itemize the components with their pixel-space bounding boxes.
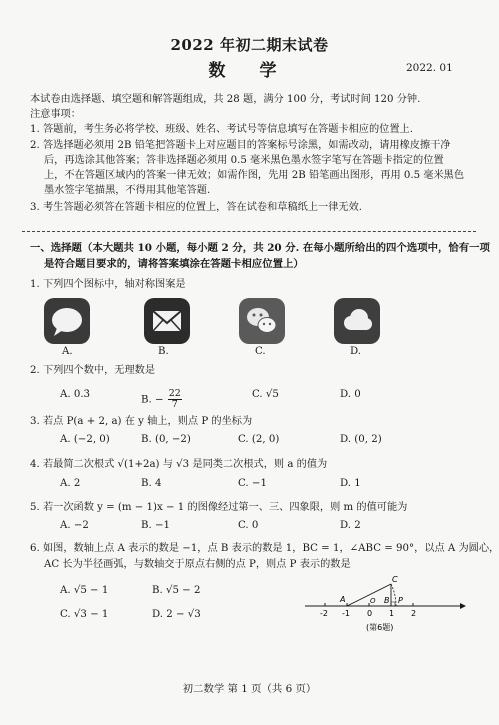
point-label: A — [340, 595, 346, 604]
question-1-stem: 1. 下列四个图标中，轴对称图案是 — [30, 279, 186, 290]
figure-caption: (第6题) — [366, 623, 394, 632]
q3-option-d: D. (0, 2) — [340, 434, 382, 445]
question-2-stem: 2. 下列四个数中，无理数是 — [30, 365, 156, 376]
right-angle-mark — [391, 602, 395, 606]
notice-item-1: 1. 答题前，考生务必将学校、班级、姓名、考试号等信息填写在答题卡相应的位置上. — [30, 124, 413, 135]
notice-item-2: 2. 答选择题必须用 2B 铅笔把答题卡上对应题目的答案标号涂黑，如需改动，请用橡皮擦干净 — [30, 140, 451, 151]
q2-option-c: C. √5 — [252, 389, 279, 400]
axis-arrow-icon — [460, 603, 466, 609]
notice-item-2-cont: 墨水签字笔描黑，不得用其他笔答题. — [44, 185, 211, 196]
q4-option-b: B. 4 — [141, 478, 162, 489]
q2-option-b: B. − $\frac{22}{7}$ — [141, 388, 181, 410]
point-label: O — [370, 597, 376, 605]
tick-label: 1 — [389, 609, 395, 618]
q5-option-d: D. 2 — [340, 520, 361, 531]
point-label: C — [392, 575, 398, 584]
q1-option-b: B. — [158, 346, 169, 357]
tick-label: 0 — [367, 609, 373, 618]
q3-option-c: C. (2, 0) — [238, 434, 280, 445]
notice-item-2-cont: 后，再选涂其他答案；答非选择题必须用 0.5 毫米黑色墨水签字笔写在答题卡指定的位置 — [44, 155, 444, 166]
question-5-stem: 5. 若一次函数 y = (m − 1)x − 1 的图像经过第一、三、四象限，则 m 的值可能为 — [30, 502, 408, 513]
q4-option-c: C. −1 — [238, 478, 267, 489]
q1-option-d: D. — [350, 346, 362, 357]
q2-option-a: A. 0.3̇ — [60, 389, 91, 400]
question-4-stem: 4. 若最简二次根式 √(1+2a) 与 √3 是同类二次根式，则 a 的值为 — [30, 459, 328, 470]
section-divider — [22, 231, 476, 232]
fraction-denominator: 7 — [171, 399, 178, 410]
q1-option-a: A. — [62, 346, 73, 357]
exam-title: 2022 年初二期末试卷 — [170, 36, 329, 54]
q5-option-c: C. 0 — [238, 520, 259, 531]
page-footer: 初二数学 第 1 页（共 6 页） — [182, 683, 317, 695]
q6-option-d: D. 2 − √3 — [152, 609, 201, 620]
chat-bubble-icon — [44, 298, 90, 344]
q4-option-a: A. 2 — [60, 478, 81, 489]
notice-item-3: 3. 考生答题必须答在答题卡相应的位置上，答在试卷和草稿纸上一律无效. — [30, 202, 363, 213]
point-label: B — [384, 596, 390, 605]
q5-option-a: A. −2 — [60, 520, 89, 531]
notice-item-2-cont: 上，不在答题区域内的答案一律无效；如需作图，先用 2B 铅笔画出图形，再用 0.5 毫米黑色 — [44, 170, 465, 181]
tick-label: 2 — [411, 609, 417, 618]
point-label: P — [398, 596, 403, 605]
question-6-stem: 6. 如图，数轴上点 A 表示的数是 −1，点 B 表示的数是 1，BC = 1，∠ABC = 90°，以点 A 为圆心， — [30, 543, 499, 554]
subject-title: 数 学 — [208, 61, 291, 81]
fraction-numerator: 22 — [168, 388, 181, 399]
exam-date: 2022. 01 — [406, 62, 453, 74]
q6-option-c: C. √3 − 1 — [60, 609, 109, 620]
q3-option-b: B. (0, −2) — [141, 434, 191, 445]
intro-line: 本试卷由选择题、填空题和解答题组成，共 28 题，满分 100 分，考试时间 120 分钟. — [30, 94, 421, 105]
section-heading: 一、选择题（本大题共 10 小题，每小题 2 分，共 20 分. 在每小题所给出的四个选项中，恰有一项 — [30, 242, 490, 254]
tick-label: -2 — [320, 609, 328, 618]
q6-option-a: A. √5 − 1 — [60, 585, 109, 596]
wechat-icon — [239, 298, 285, 344]
notice-label: 注意事项： — [30, 109, 81, 120]
q5-option-b: B. −1 — [141, 520, 170, 531]
tick-label: -1 — [342, 609, 350, 618]
section-heading-cont: 是符合题目要求的，请将答案填涂在答题卡相应位置上） — [44, 258, 304, 270]
number-line-figure — [300, 566, 480, 636]
q3-option-a: A. (−2, 0) — [60, 434, 110, 445]
q2-option-d: D. 0 — [340, 389, 361, 400]
q4-option-d: D. 1 — [340, 478, 361, 489]
question-6-stem-cont: AC 长为半径画弧，与数轴交于原点右侧的点 P，则点 P 表示的数是 — [44, 559, 351, 570]
cloud-icon — [334, 298, 380, 344]
question-3-stem: 3. 若点 P(a + 2, a) 在 y 轴上，则点 P 的坐标为 — [30, 416, 253, 427]
envelope-icon — [144, 298, 190, 344]
q6-option-b: B. √5 − 2 — [152, 585, 201, 596]
q1-option-c: C. — [255, 346, 266, 357]
